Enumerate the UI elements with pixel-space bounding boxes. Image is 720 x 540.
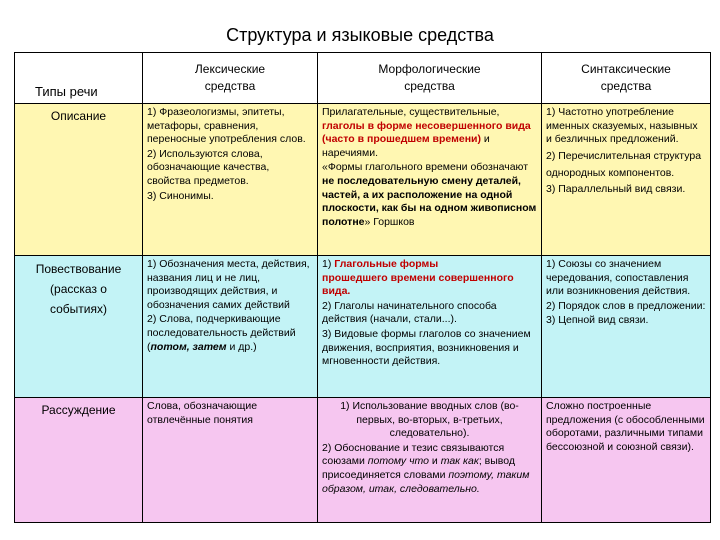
text-span: и др.) <box>226 340 257 353</box>
text-span: 2) Обоснование и тезис связываются союзами <box>322 441 505 468</box>
header-row <box>15 53 711 104</box>
italic-span: потому что <box>367 455 429 468</box>
header-speech-types: Типы речи <box>15 53 143 104</box>
text-line: 1) Фразеологизмы, эпитеты, метафоры, сравнения, переносные употребления слов. <box>147 106 306 146</box>
row-name-line: (рассказ о <box>50 282 107 296</box>
highlight-span: глаголы в форме несовершенного вида (часто в прошедшем времени) <box>322 119 531 146</box>
text-line: 1) Частотно употребление именных сказуемых, назывных и безличных предложений. <box>546 106 698 146</box>
page-title: Структура и языковые средства <box>226 25 494 45</box>
text-span: ; вывод присоединяется словами <box>322 455 515 481</box>
text-line: Сложно построенные предложения (с обособленными оборотами, различными типами бессоюзной и союзной связи). <box>546 400 705 453</box>
bold-italic-span: потом, затем <box>150 340 227 353</box>
text-line: 2) Используются слова, обозначающие качества, свойства предметов. <box>147 147 270 187</box>
cell-description-morph <box>318 104 542 256</box>
text-line: Слова, обозначающие отвлечённые понятия <box>147 400 258 426</box>
row-name-line: событиях) <box>50 302 107 316</box>
text-line <box>322 442 537 496</box>
highlight-span: прошедшего времени совершенного вида. <box>322 271 514 298</box>
text-line: 1) Использование вводных слов (во-первых, во-вторых, в-третьих, следовательно). <box>340 400 519 440</box>
row-name-reasoning: Рассуждение <box>15 398 143 523</box>
text-line: 3) Параллельный вид связи. <box>546 182 686 195</box>
text-span: и <box>429 455 441 468</box>
language-means-table <box>14 52 711 523</box>
table-row-reasoning <box>15 398 711 523</box>
text-line <box>147 313 313 354</box>
bold-span: не последовательную смену деталей, частей, а их расположение на одной плоскости, как бы на одном живописном полотне <box>322 174 537 228</box>
cell-narration-lexical <box>143 256 318 398</box>
table-row-narration <box>15 256 711 398</box>
text-line: 3) Видовые формы глаголов со значением движения, восприятия, возникновения и мгновенности действия. <box>322 327 531 368</box>
text-line: 2) Порядок слов в предложении: <box>546 299 706 312</box>
header-morph-line1: Морфологические <box>378 62 481 76</box>
row-name-narration <box>15 256 143 398</box>
text-line <box>322 106 537 160</box>
highlight-span: Глагольные формы <box>334 258 439 270</box>
cell-reasoning-syntax <box>542 398 711 523</box>
header-lexical-line2: средства <box>204 79 256 93</box>
row-name-line: Повествование <box>35 262 122 276</box>
text-span: «Формы глагольного времени обозначают <box>322 161 529 174</box>
text-line: 1) Союзы со значением чередования, сопоставления или возникновения действия. <box>546 258 691 298</box>
header-lexical <box>143 53 318 104</box>
cell-reasoning-lexical <box>143 398 318 523</box>
italic-span: поэтому, таким образом, итак, следовательно. <box>322 468 530 495</box>
cell-narration-morph <box>318 256 542 398</box>
text-line: 3) Цепной вид связи. <box>546 314 649 327</box>
text-line: 2) Глаголы начинательного способа действия (начали, стали...). <box>322 299 497 326</box>
text-span: и наречиями. <box>322 133 490 159</box>
text-span: 1) <box>322 258 335 270</box>
text-line: 3) Синонимы. <box>147 189 214 202</box>
text-line: 2) Перечислительная структура однородных компонентов. <box>546 149 702 179</box>
header-morphological <box>318 53 542 104</box>
header-syntax-line2: средства <box>600 79 652 93</box>
text-span: 2) Слова, подчеркивающие последовательность действий ( <box>147 313 296 353</box>
table-row-description <box>15 104 711 256</box>
header-syntax-line1: Синтаксические <box>581 62 671 76</box>
cell-description-lexical <box>143 104 318 256</box>
row-name-description: Описание <box>15 104 143 256</box>
cell-description-syntax <box>542 104 711 256</box>
text-line <box>322 258 537 299</box>
cell-narration-syntax <box>542 256 711 398</box>
header-syntactic <box>542 53 711 104</box>
italic-span: так как <box>440 455 479 468</box>
text-line <box>322 161 537 229</box>
text-line: 1) Обозначения места, действия, названия лиц и не лиц, производящих действия, и обозначения самих действий <box>147 258 310 311</box>
text-span: Прилагательные, существительные, <box>322 106 500 118</box>
header-lexical-line1: Лексические <box>194 62 266 76</box>
header-morph-line2: средства <box>404 79 455 93</box>
cell-reasoning-morph <box>318 398 542 523</box>
text-span: » Горшков <box>364 215 415 228</box>
